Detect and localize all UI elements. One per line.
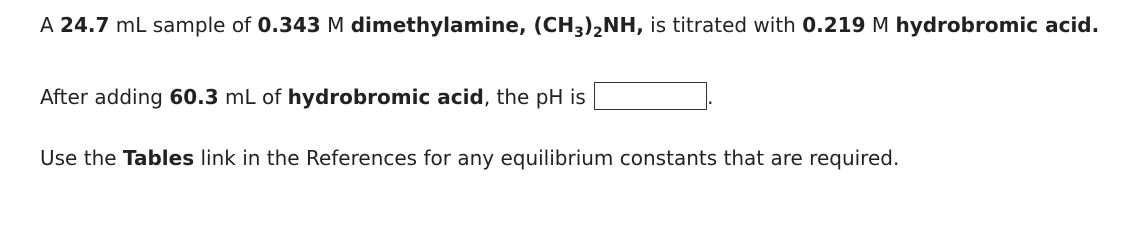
text-fragment: M [865, 13, 896, 37]
text-fragment: mL sample of [109, 13, 258, 37]
text-fragment: . [707, 85, 714, 109]
tables-link[interactable]: Tables [122, 146, 195, 170]
text-fragment: Use the [40, 146, 123, 170]
text-fragment: M [320, 13, 351, 37]
acid-name: hydrobromic acid. [895, 13, 1100, 37]
ph-answer-input[interactable] [594, 82, 707, 110]
text-fragment: , the pH is [483, 85, 593, 109]
text-fragment: mL of [218, 85, 288, 109]
acid-concentration: 0.219 [802, 13, 866, 37]
problem-statement [40, 13, 1100, 41]
added-volume: 60.3 [169, 85, 219, 109]
text-fragment: link in the References for any equilibrium constants that are required. [194, 146, 900, 170]
references-note [40, 146, 899, 170]
sample-volume: 24.7 [60, 13, 110, 37]
acid-name: hydrobromic acid [287, 85, 484, 109]
ph-question [40, 82, 714, 110]
base-concentration: 0.343 [257, 13, 321, 37]
text-fragment: A [40, 13, 61, 37]
base-name: dimethylamine, $(CH_3)_2NH$, [350, 13, 644, 41]
text-fragment: After adding [40, 85, 170, 109]
text-fragment: is titrated with [643, 13, 803, 37]
